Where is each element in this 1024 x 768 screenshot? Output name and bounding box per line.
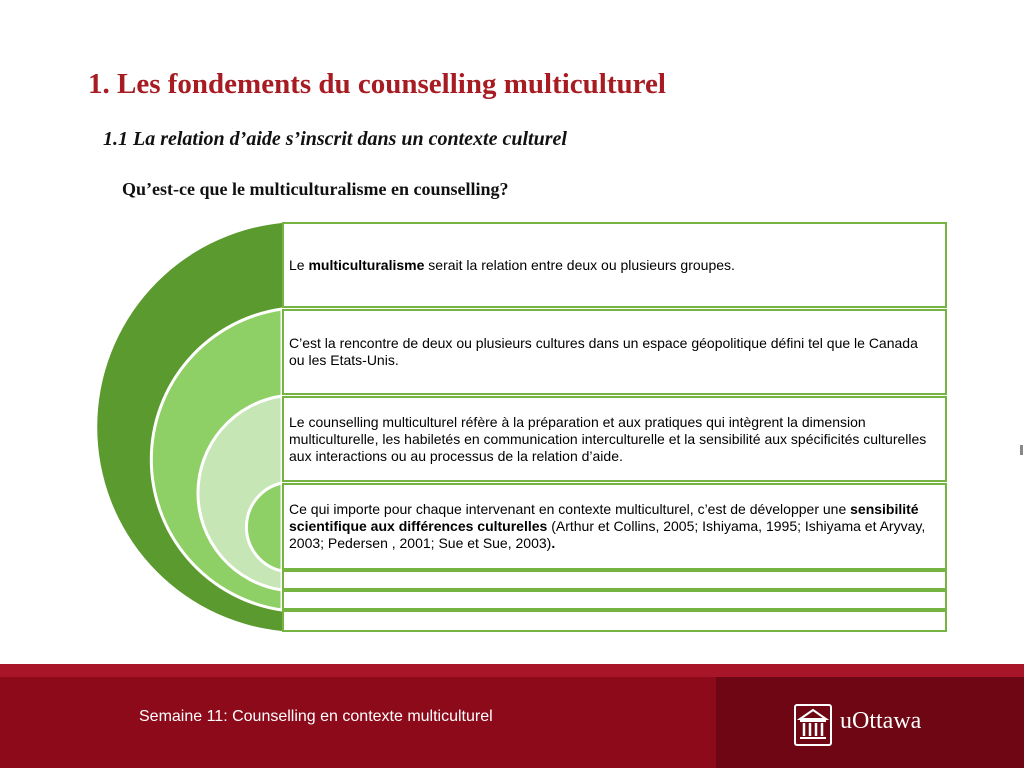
empty-row-1 xyxy=(282,570,947,590)
level-2-text: C’est la rencontre de deux ou plusieurs cultures dans un espace géopolitique défini tel que le Canada ou les Etats-Unis. xyxy=(289,335,918,368)
university-building-icon xyxy=(794,704,832,746)
empty-row-2 xyxy=(282,590,947,610)
level-1-bold: multiculturalisme xyxy=(308,256,425,273)
level-1-box xyxy=(282,222,947,308)
empty-row-3 xyxy=(282,610,947,632)
level-3-text: Le counselling multiculturel réfère à la préparation et aux pratiques qui intègrent la dimension multiculturelle, les habiletés en communication interculturelle et la sensibilité aux spécificités culturelles aux interactions ou au processus de la relation d’aide. xyxy=(289,413,927,464)
level-4-period: . xyxy=(551,535,556,551)
level-2-box xyxy=(282,309,947,395)
footer-band xyxy=(0,664,1024,677)
edge-mark xyxy=(1020,445,1023,455)
footer-bar xyxy=(0,664,1024,768)
level-1-text: Le xyxy=(289,256,309,273)
slide-title: 1. Les fondements du counselling multiculturel xyxy=(88,68,666,100)
level-4-bold: sensibilité scientifique aux différences culturelles xyxy=(289,501,919,534)
level-4-box xyxy=(282,483,947,570)
slide-question: Qu’est-ce que le multiculturalisme en counselling? xyxy=(122,179,509,199)
level-4-text: Ce qui importe pour chaque intervenant en contexte multiculturel, c’est de développer une xyxy=(289,501,851,517)
slide-subtitle: 1.1 La relation d’aide s’inscrit dans un contexte culturel xyxy=(103,128,567,150)
level-3-box xyxy=(282,396,947,482)
level-4-citations: (Arthur et Collins, 2005; Ishiyama, 1995; Ishiyama et Aryvay, 2003; Pedersen , 2001; Sue et Sue, 2003) xyxy=(289,518,926,551)
level-1-text-end: serait la relation entre deux ou plusieurs groupes. xyxy=(424,256,735,273)
uottawa-logo-text: uOttawa xyxy=(840,708,922,734)
footer-course-title: Semaine 11: Counselling en contexte multiculturel xyxy=(139,708,493,725)
